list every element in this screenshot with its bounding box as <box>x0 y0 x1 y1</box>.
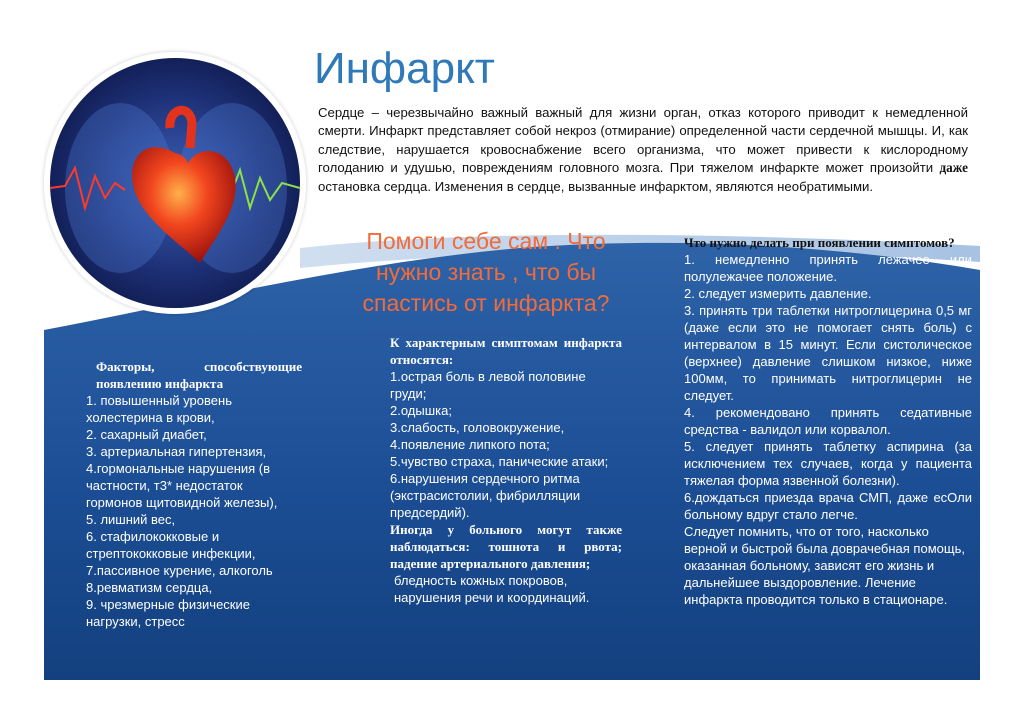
page-title: Инфаркт <box>314 44 495 93</box>
heart-illustration <box>44 52 306 314</box>
list-item: 4.гормональные нарушения (в частности, т3* недостаток гормонов щитовидной железы), <box>86 461 278 510</box>
intro-paragraph <box>318 104 968 196</box>
actions-note: Следует помнить, что от того, насколько верной и быстрой была доврачебная помощь, оказанная больному, зависят его жизнь и дальнейшее выздоровление. Лечение инфаркта проводится только в стационаре. <box>684 524 965 607</box>
intro-text: Сердце – черезвычайно важный важный для жизни орган, отказ которого приводит к немедленной смерти. Инфаркт представляет собой некроз (отмирание) определенной части сердечной мышцы. И, как следствие, нарушается кровоснабжение всего организма, что может привести к кислородному голоданию и удушью, повреждениям головного мозга. При тяжелом инфаркте может произойти <box>318 105 968 176</box>
list-item: 6.нарушения сердечного ритма (экстрасистолии, фибрилляции предсердий). <box>390 471 581 520</box>
list-item: 5.чувство страха, панические атаки; <box>390 454 609 469</box>
list-item: 6.дождаться приезда врача СМП, даже есОли больному вдруг стало легче. <box>684 490 972 522</box>
list-item: 9. чрезмерные физические нагрузки, стресс <box>86 597 250 629</box>
intro-bold-word: даже <box>939 160 968 176</box>
additional-symptoms-text: бледность кожных покровов, нарушения речи и координаций. <box>394 573 590 605</box>
list-item: 7.пассивное курение, алкоголь <box>86 563 273 578</box>
list-item: 2.одышка; <box>390 403 452 418</box>
list-item: 3. артериальная гипертензия, <box>86 444 267 459</box>
list-item: 5. лишний вес, <box>86 512 176 527</box>
list-item: 4. рекомендовано принять седативные средства - валидол или корвалол. <box>684 405 972 437</box>
headline: Помоги себе сам . Что нужно знать , что бы спастись от инфаркта? <box>362 228 610 316</box>
list-item: 2. сахарный диабет, <box>86 427 207 442</box>
list-item: 6. стафилококковые и стрептококковые инфекции, <box>86 529 256 561</box>
actions-column <box>684 234 972 608</box>
symptoms-heading: К характерным симптомам инфаркта относятся: <box>390 335 622 367</box>
list-item: 4.появление липкого пота; <box>390 437 550 452</box>
list-item: 1.острая боль в левой половине груди; <box>390 369 586 401</box>
list-item: 3.слабость, головокружение, <box>390 420 565 435</box>
additional-symptoms-heading: Иногда у больного могут также наблюдаться: тошнота и рвота; падение артериального давления; <box>390 522 622 571</box>
intro-tail: остановка сердца. Изменения в сердце, вызванные инфарктом, являются необратимыми. <box>318 178 874 194</box>
list-item: 8.ревматизм сердца, <box>86 580 213 595</box>
list-item: 1. повышенный уровень холестерина в крови, <box>86 393 232 425</box>
list-item: 1. немедленно принять лежачее или полулежачее положение. <box>684 252 972 284</box>
actions-heading: Что нужно делать при появлении симптомов? <box>684 235 955 250</box>
risk-factors-heading: Факторы, способствующие появлению инфаркта <box>96 359 302 391</box>
list-item: 3. принять три таблетки нитроглицерина 0,5 мг (даже если это не помогает снять боль) с интервалом в 15 минут. Если систолическое (верхнее) давление слишком низкое, ниже 100мм, то принимать нитроглицерин не следует. <box>684 303 972 403</box>
risk-factors-column <box>72 358 302 630</box>
list-item: 5. следует принять таблетку аспирина (за исключением тех случаев, когда у пациента тяжелая форма язвенной болезни). <box>684 439 972 488</box>
list-item: 2. следует измерить давление. <box>684 286 872 301</box>
symptoms-column <box>390 334 622 606</box>
